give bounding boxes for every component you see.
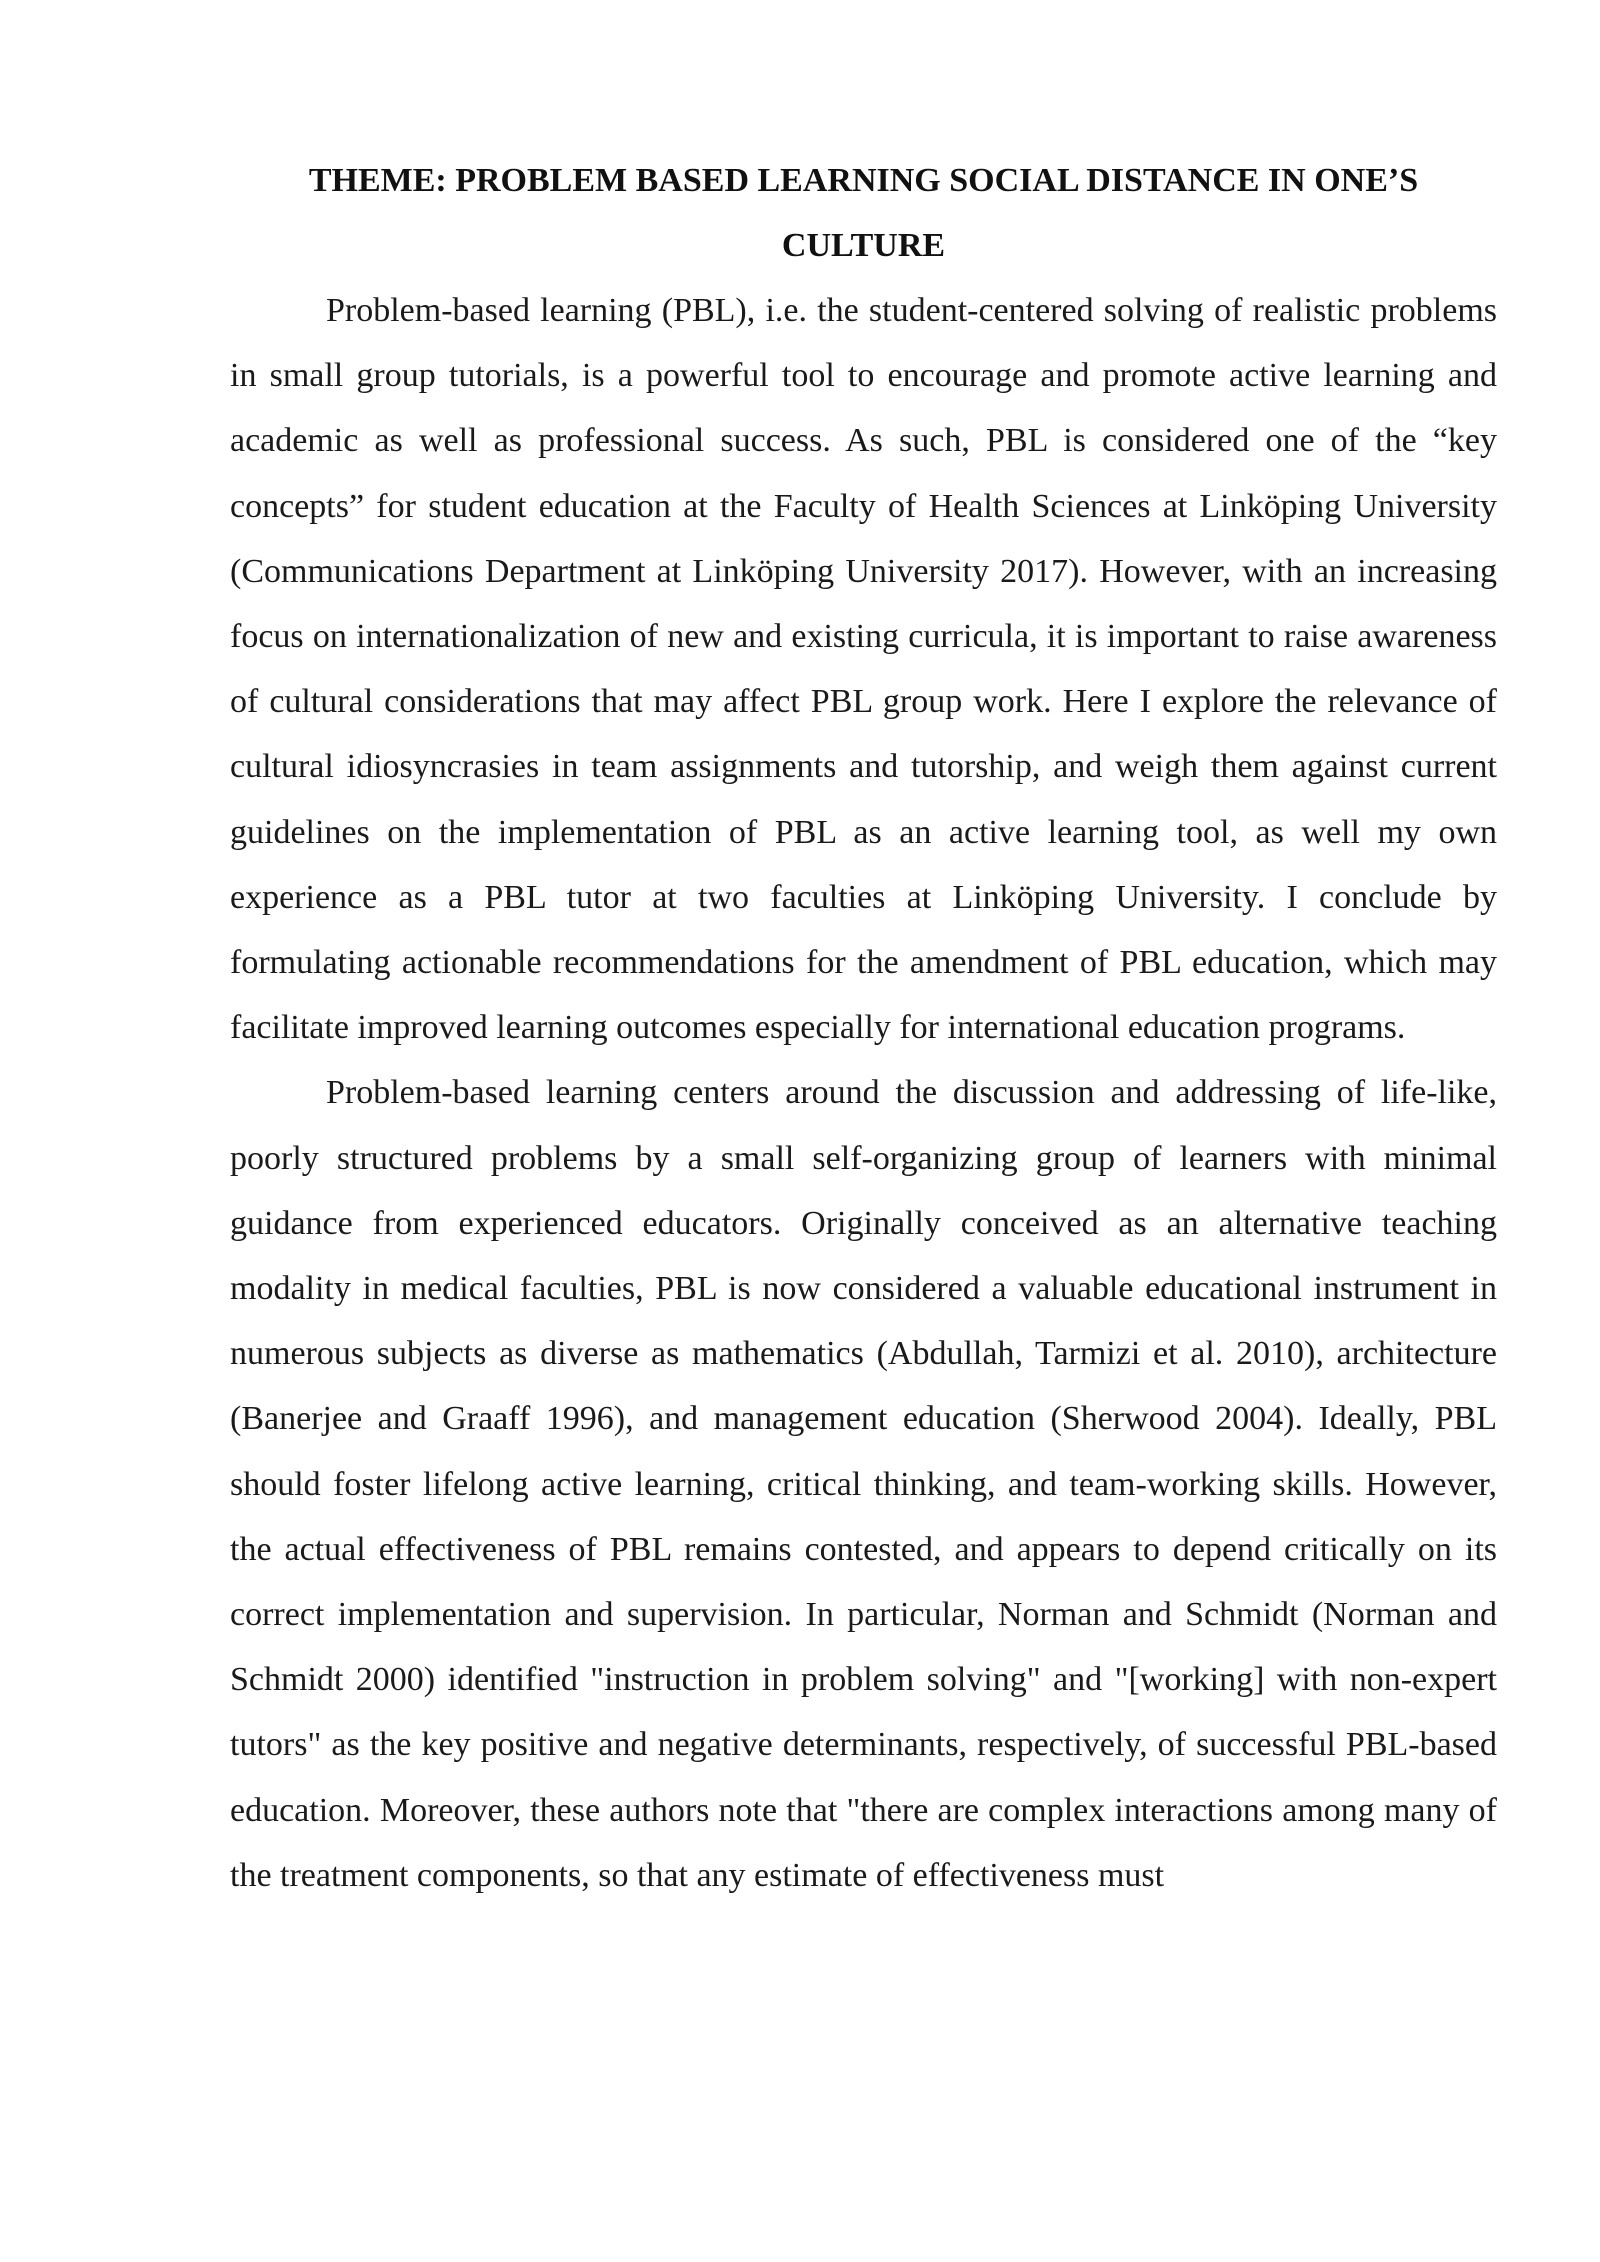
document-title: THEME: PROBLEM BASED LEARNING SOCIAL DISTANCE IN ONE’S CULTURE [308, 162, 1419, 264]
body-paragraph-2: Problem-based learning centers around the discussion and addressing of life-like, poorly structured problems by a small self-organizing group of learners with minimal guidance from experienced educators. Originally conceived as an alternative teaching modality in medical faculties, PBL is now considered a valuable educational instrument in numerous subjects as diverse as mathematics (Abdullah, Tarmizi et al. 2010), architecture (Banerjee and Graaff 1996), and management education (Sherwood 2004). Ideally, PBL should foster lifelong active learning, critical thinking, and team-working skills. However, the actual effectiveness of PBL remains contested, and appears to depend critically on its correct implementation and supervision. In particular, Norman and Schmidt (Norman and Schmidt 2000) identified "instruction in problem solving" and "[working] with non-expert tutors" as the key positive and negative determinants, respectively, of successful PBL-based education. Moreover, these authors note that "there are complex interactions among many of the treatment components, so that any estimate of effectiveness must [230, 1074, 1497, 1894]
body-paragraph-1: Problem-based learning (PBL), i.e. the student-centered solving of realistic problems in small group tutorials, is a powerful tool to encourage and promote active learning and academic as well as professional success. As such, PBL is considered one of the “key concepts” for student education at the Faculty of Health Sciences at Linköping University (Communications Department at Linköping University 2017). However, with an increasing focus on internationalization of new and existing curricula, it is important to raise awareness of cultural considerations that may affect PBL group work. Here I explore the relevance of cultural idiosyncrasies in team assignments and tutorship, and weigh them against current guidelines on the implementation of PBL as an active learning tool, as well my own experience as a PBL tutor at two faculties at Linköping University. I conclude by formulating actionable recommendations for the amendment of PBL education, which may facilitate improved learning outcomes especially for international education programs. [230, 292, 1497, 1047]
document-page [230, 148, 1497, 1908]
